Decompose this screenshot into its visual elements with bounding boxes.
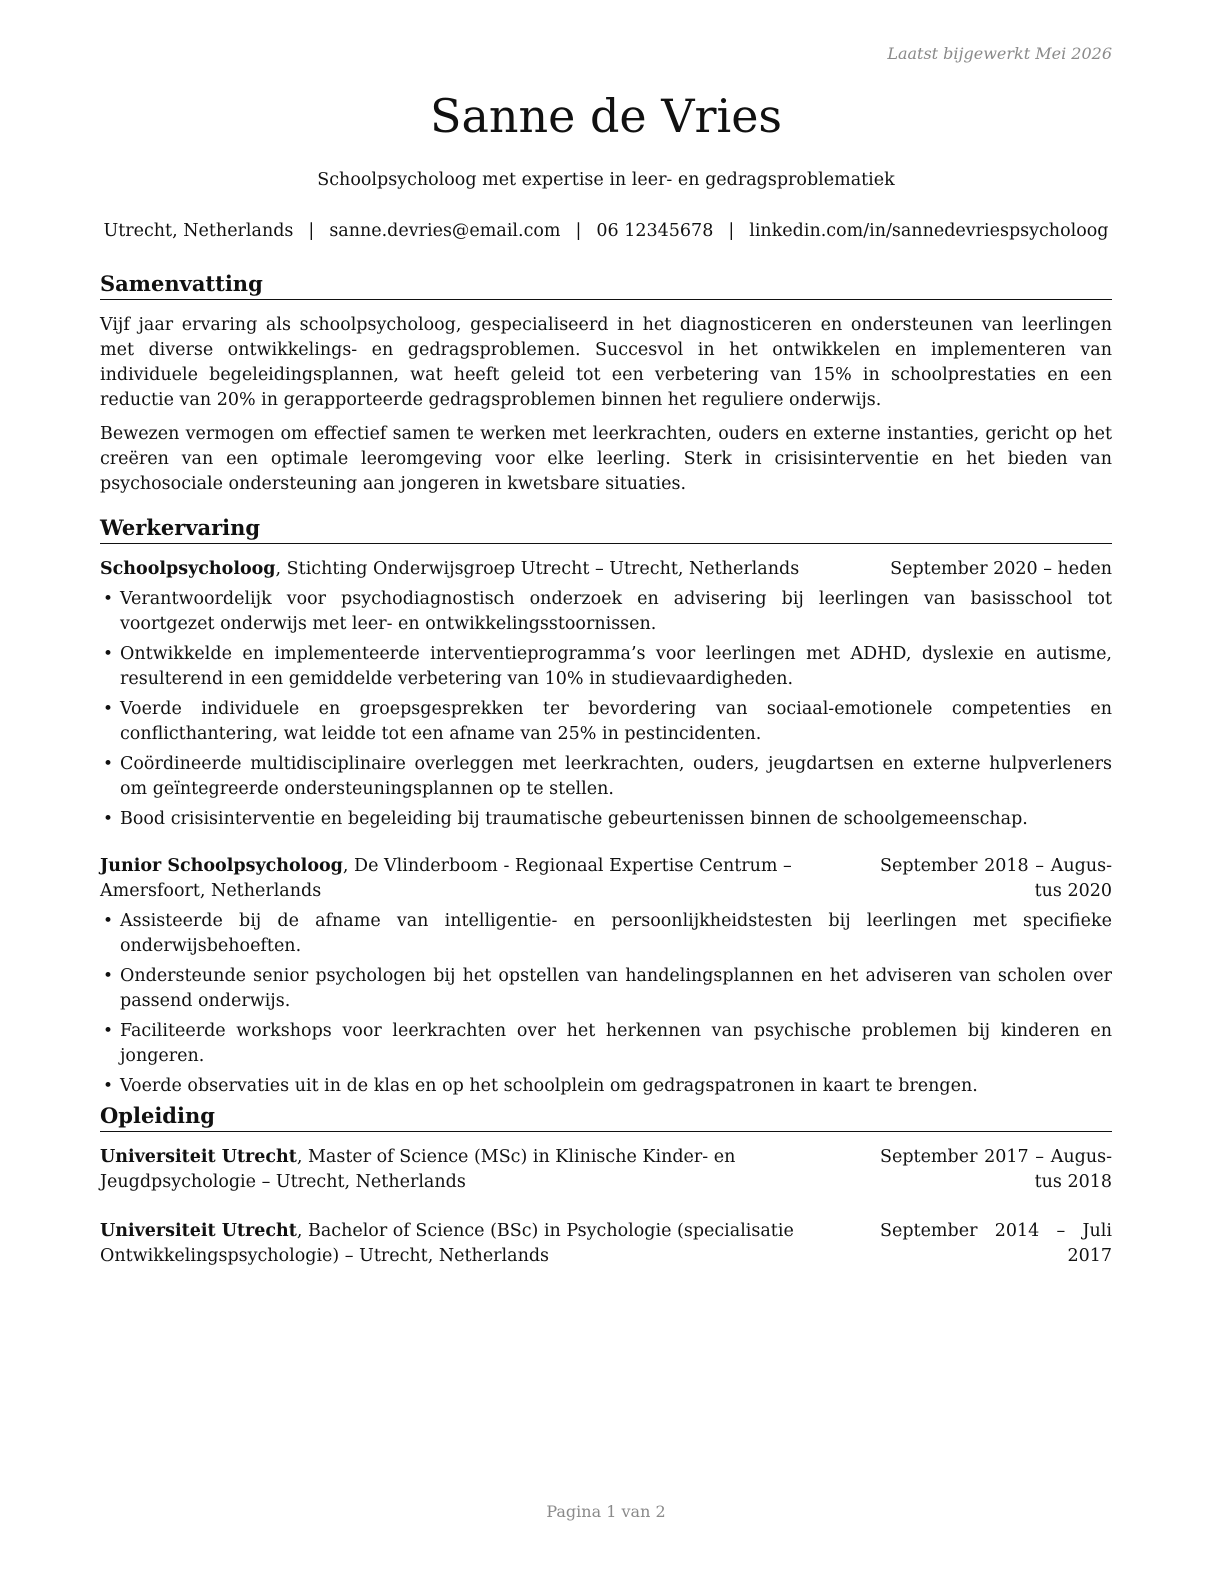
list-item: • Assisteerde bij de afname van intelligentie- en persoonlijkheidstesten bij leerlingen met specifieke onderwijsbehoeften. — [103, 911, 1112, 956]
job-header — [100, 557, 1112, 582]
headline: Schoolpsycholoog met expertise in leer- en gedragsproblematiek — [317, 170, 895, 190]
contact-location: Utrecht, Netherlands — [103, 221, 294, 241]
bullet-icon: • — [103, 809, 114, 829]
job-dates: September 2020 – heden — [890, 559, 1112, 579]
list-item: • Ontwikkelde en implementeerde interventieprogramma’s voor leerlingen met ADHD, dyslexie en autisme, resulterend in een gemiddelde verbetering van 10% in studievaardigheden. — [103, 644, 1112, 689]
job-entry — [100, 557, 1112, 832]
contact-linkedin[interactable]: linkedin.com/in/sannedevriespsycholoog — [749, 221, 1109, 241]
last-updated: Laatst bijgewerkt Mei 2026 — [887, 44, 1112, 63]
education-section — [100, 1102, 1112, 1269]
contact-separator: | — [575, 221, 582, 241]
job-bullets — [100, 909, 1112, 1099]
list-item: • Voerde observaties uit in de klas en op het schoolplein om gedragspatronen in kaart te brengen. — [100, 1074, 1112, 1099]
education-entry — [100, 1219, 1112, 1269]
summary-paragraph: Vijf jaar ervaring als schoolpsycholoog, gespecialiseerd in het diagnosticeren en ondersteunen van leerlingen met diverse ontwikkelings- en gedragsproblemen. Succesvol in het ontwikkelen en implementeren van individuele begeleidingsplannen, wat heeft geleid tot een verbetering van 15% in schoolprestaties en een reductie van 20% in gerapporteerde gedragsproblemen binnen het reguliere onderwijs. — [100, 315, 1112, 410]
bullet-icon: • — [103, 966, 114, 986]
list-item: • Bood crisisinterventie en begeleiding bij traumatische gebeurtenissen binnen de schoolgemeenschap. — [100, 807, 1112, 832]
section-title-experience: Werkervaring — [100, 514, 1112, 544]
job-header — [100, 854, 1112, 904]
contact-line — [88, 219, 1124, 243]
job-bullets — [100, 587, 1112, 832]
experience-section — [100, 514, 1112, 1104]
job-role: Schoolpsycholoog — [100, 559, 276, 579]
job-organization: , De Vlinderboom - Regionaal Expertise Centrum – Amersfoort, Netherlands — [100, 856, 792, 901]
list-item: • Faciliteerde workshops voor leerkrachten over het herkennen van psychische problemen bij kinderen en jongeren. — [103, 1021, 1112, 1066]
list-item: • Ondersteunde senior psychologen bij het opstellen van handelingsplannen en het adviseren van scholen over passend onderwijs. — [103, 966, 1112, 1011]
bullet-icon: • — [103, 911, 114, 931]
list-item: • Voerde individuele en groepsgesprekken ter bevordering van sociaal-emotionele competenties en conflicthantering, wat leidde tot een afname van 25% in pestincidenten. — [103, 699, 1112, 744]
education-dates: September 2014 – Juli 2017 — [880, 1221, 1112, 1266]
bullet-icon: • — [103, 589, 114, 609]
education-degree: , Master of Science (MSc) in Klinische Kinder- en Jeugdpsychologie – Utrecht, Netherlands — [100, 1147, 736, 1192]
job-organization: , Stichting Onderwijsgroep Utrecht – Utrecht, Netherlands — [275, 559, 800, 579]
education-degree: , Bachelor of Science (BSc) in Psychologie (specialisatie Ontwikkelingspsychologie) – Utrecht, Netherlands — [100, 1221, 794, 1266]
job-entry — [100, 854, 1112, 1099]
section-title-education: Opleiding — [100, 1102, 1112, 1132]
section-title-summary: Samenvatting — [100, 270, 1112, 300]
contact-separator: | — [308, 221, 315, 241]
page-number: Pagina 1 van 2 — [546, 1502, 666, 1521]
contact-email[interactable]: sanne.devries@email.com — [329, 221, 561, 241]
bullet-icon: • — [103, 1076, 114, 1096]
education-dates: September 2017 – Augustus 2018 — [880, 1147, 1112, 1192]
contact-separator: | — [728, 221, 735, 241]
summary-paragraph: Bewezen vermogen om effectief samen te werken met leerkrachten, ouders en externe instanties, gericht op het creëren van een optimale leeromgeving voor elke leerling. Sterk in crisisinterventie en het bieden van psychosociale ondersteuning aan jongeren in kwetsbare situaties. — [100, 424, 1112, 494]
education-entry — [100, 1145, 1112, 1195]
bullet-icon: • — [103, 699, 114, 719]
education-school: Universiteit Utrecht — [100, 1147, 297, 1167]
job-dates: September 2018 – Augustus 2020 — [880, 856, 1112, 901]
list-item: • Coördineerde multidisciplinaire overleggen met leerkrachten, ouders, jeugdartsen en externe hulpverleners om geïntegreerde ondersteuningsplannen op te stellen. — [103, 754, 1112, 799]
education-school: Universiteit Utrecht — [100, 1221, 297, 1241]
summary-section — [100, 270, 1112, 506]
bullet-icon: • — [103, 1021, 114, 1041]
list-item: • Verantwoordelijk voor psychodiagnostisch onderzoek en advisering bij leerlingen van basisschool tot voortgezet onderwijs met leer- en ontwikkelingsstoornissen. — [103, 589, 1112, 634]
job-role: Junior Schoolpsycholoog — [100, 856, 343, 876]
contact-phone[interactable]: 06 12345678 — [596, 221, 714, 241]
bullet-icon: • — [103, 644, 114, 664]
person-name: Sanne de Vries — [429, 89, 783, 143]
bullet-icon: • — [103, 754, 114, 774]
